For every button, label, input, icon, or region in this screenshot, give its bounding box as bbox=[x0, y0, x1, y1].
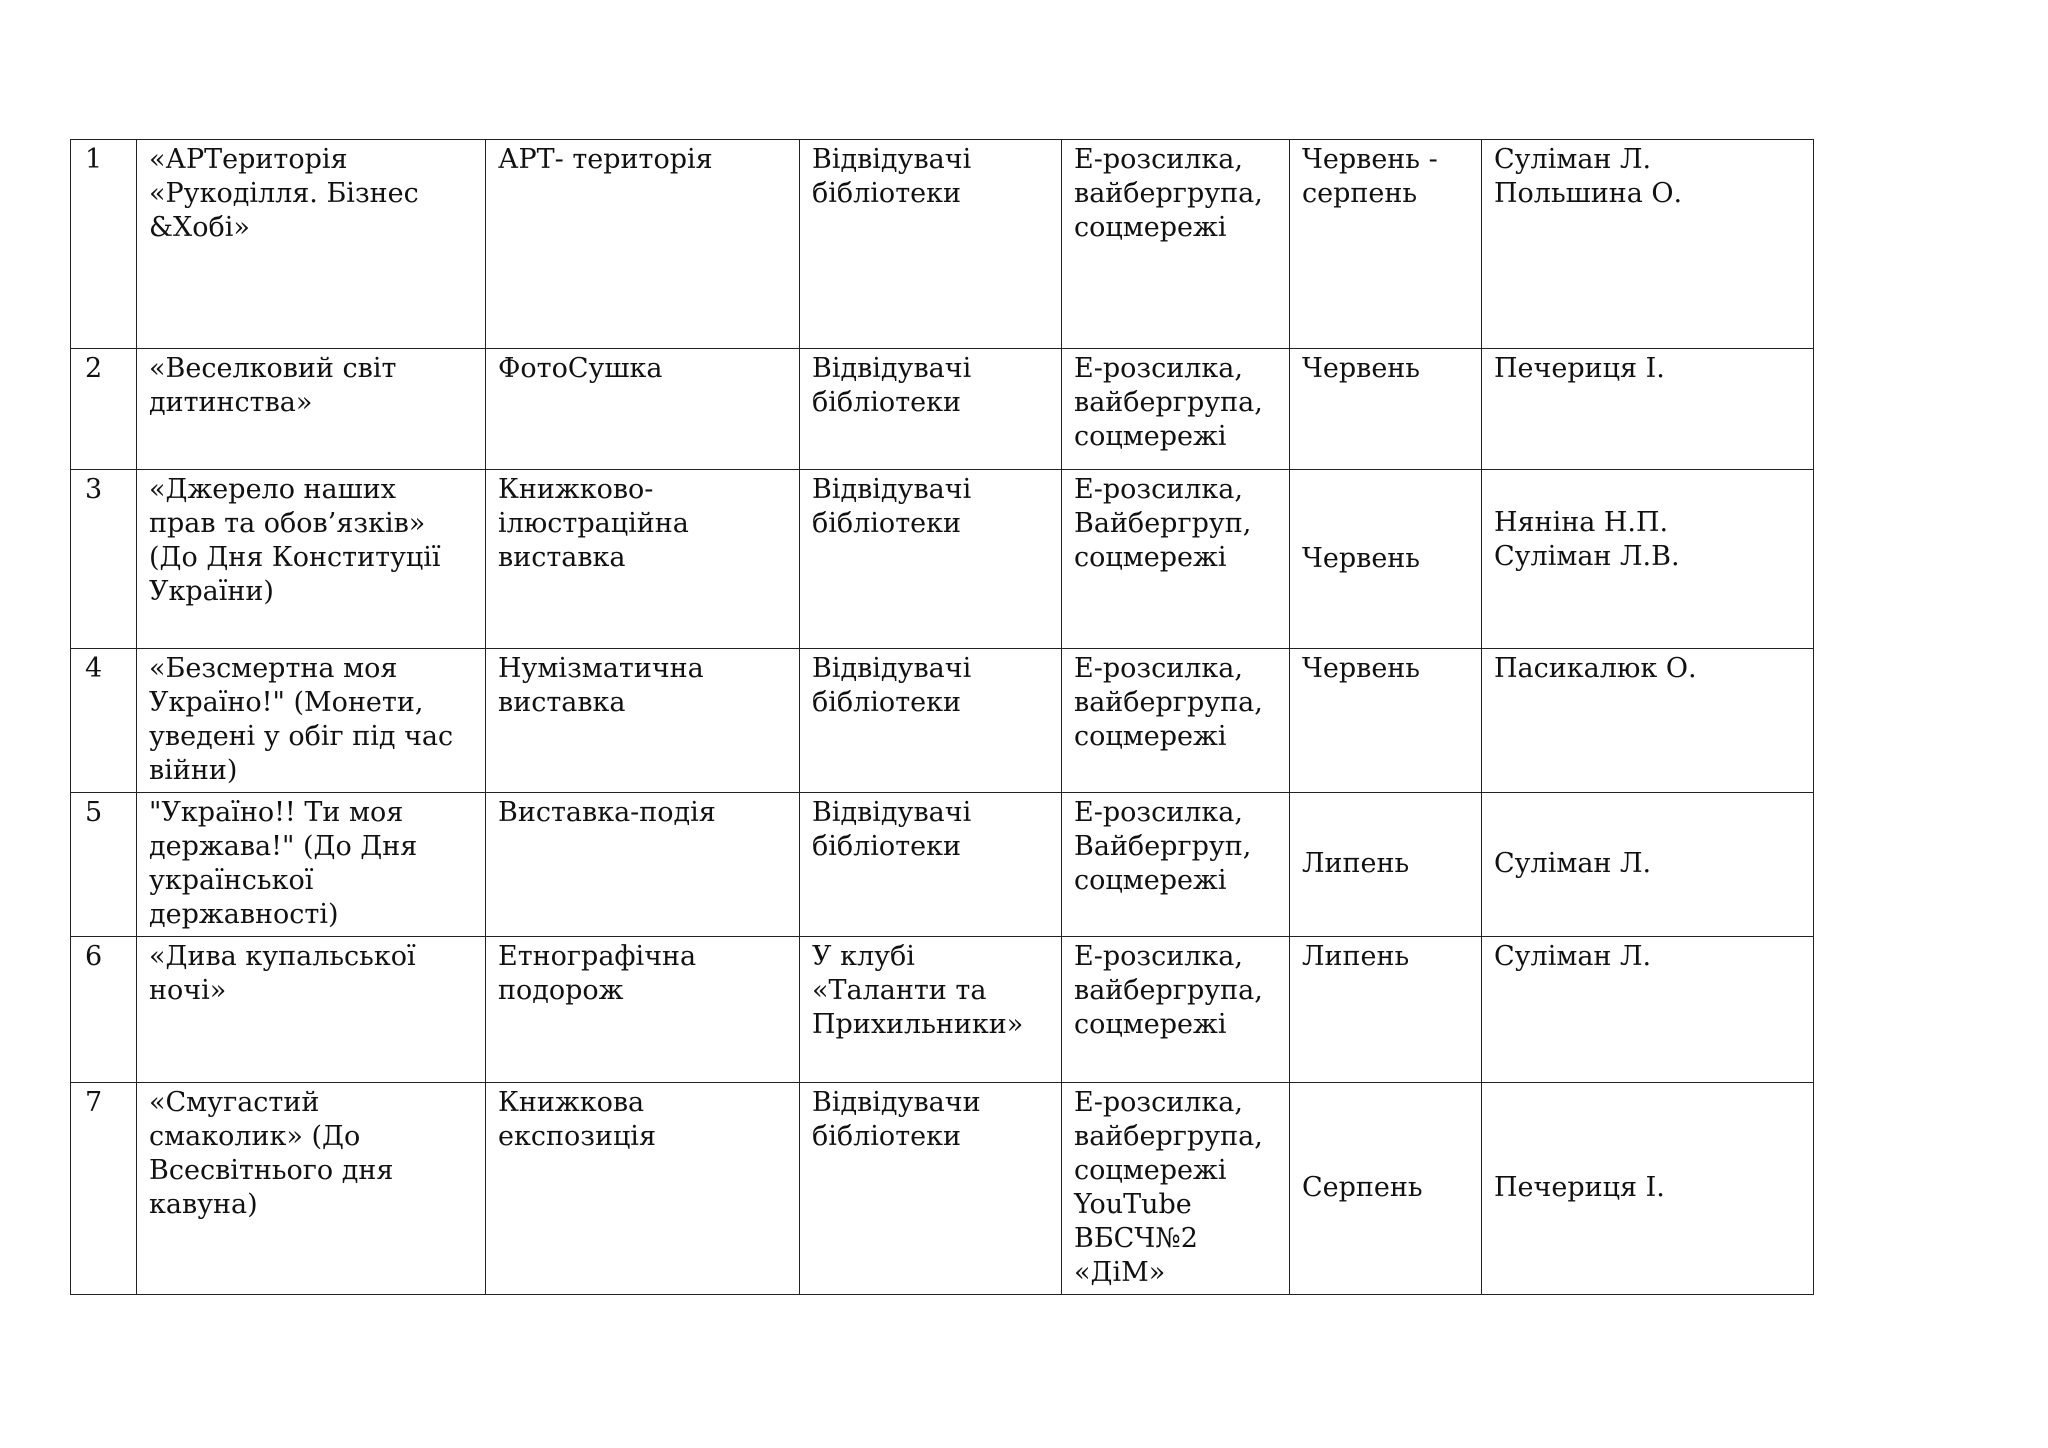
row-number: 5 bbox=[71, 793, 137, 937]
event-responsible: Суліман Л. bbox=[1482, 937, 1814, 1083]
event-audience: Відвідувачі бібліотеки bbox=[800, 349, 1062, 470]
event-responsible: Няніна Н.П. Суліман Л.В. bbox=[1482, 470, 1814, 649]
row-number: 1 bbox=[71, 140, 137, 349]
row-number: 7 bbox=[71, 1083, 137, 1295]
event-audience: Відвідувачі бібліотеки bbox=[800, 793, 1062, 937]
event-period: Липень bbox=[1290, 793, 1482, 937]
event-channel: Е-розсилка, вайбергрупа, соцмережі YouTube ВБСЧ№2 «ДіМ» bbox=[1062, 1083, 1290, 1295]
event-form: Виставка-подія bbox=[486, 793, 800, 937]
event-channel: Е-розсилка, вайбергрупа, соцмережі bbox=[1062, 649, 1290, 793]
event-form: ФотоСушка bbox=[486, 349, 800, 470]
table-row bbox=[71, 1083, 1814, 1295]
event-title: «АРТериторія «Рукоділля. Бізнес &Хобі» bbox=[137, 140, 486, 349]
event-title: «Джерело наших прав та обов’язків» (До Дня Конституції України) bbox=[137, 470, 486, 649]
event-title: «Веселковий світ дитинства» bbox=[137, 349, 486, 470]
row-number: 3 bbox=[71, 470, 137, 649]
table-row bbox=[71, 649, 1814, 793]
table-row bbox=[71, 793, 1814, 937]
event-responsible: Пасикалюк О. bbox=[1482, 649, 1814, 793]
event-channel: Е-розсилка, Вайбергруп, соцмережі bbox=[1062, 793, 1290, 937]
event-audience: Відвідувачі бібліотеки bbox=[800, 140, 1062, 349]
event-period: Липень bbox=[1290, 937, 1482, 1083]
row-number: 4 bbox=[71, 649, 137, 793]
event-form: АРТ- територія bbox=[486, 140, 800, 349]
event-period: Червень bbox=[1290, 470, 1482, 649]
event-title: «Дива купальської ночі» bbox=[137, 937, 486, 1083]
event-audience: Відвідувачі бібліотеки bbox=[800, 649, 1062, 793]
event-period: Червень bbox=[1290, 649, 1482, 793]
event-channel: Е-розсилка, вайбергрупа, соцмережі bbox=[1062, 140, 1290, 349]
event-period: Червень - серпень bbox=[1290, 140, 1482, 349]
table-row bbox=[71, 140, 1814, 349]
event-channel: Е-розсилка, Вайбергруп, соцмережі bbox=[1062, 470, 1290, 649]
event-form: Нумізматична виставка bbox=[486, 649, 800, 793]
event-period: Серпень bbox=[1290, 1083, 1482, 1295]
event-responsible: Суліман Л. bbox=[1482, 793, 1814, 937]
event-audience: У клубі «Таланти та Прихильники» bbox=[800, 937, 1062, 1083]
event-responsible: Суліман Л. Польшина О. bbox=[1482, 140, 1814, 349]
event-title: "Україно!! Ти моя держава!" (До Дня української державності) bbox=[137, 793, 486, 937]
event-form: Книжково- ілюстраційна виставка bbox=[486, 470, 800, 649]
event-audience: Відвідувачи бібліотеки bbox=[800, 1083, 1062, 1295]
row-number: 6 bbox=[71, 937, 137, 1083]
event-period: Червень bbox=[1290, 349, 1482, 470]
event-title: «Безсмертна моя Україно!" (Монети, уведені у обіг під час війни) bbox=[137, 649, 486, 793]
event-title: «Смугастий смаколик» (До Всесвітнього дня кавуна) bbox=[137, 1083, 486, 1295]
event-responsible: Печериця І. bbox=[1482, 1083, 1814, 1295]
table-row bbox=[71, 470, 1814, 649]
events-plan-table bbox=[70, 139, 1814, 1295]
event-audience: Відвідувачі бібліотеки bbox=[800, 470, 1062, 649]
event-form: Етнографічна подорож bbox=[486, 937, 800, 1083]
event-form: Книжкова експозиція bbox=[486, 1083, 800, 1295]
table-row bbox=[71, 349, 1814, 470]
event-responsible: Печериця І. bbox=[1482, 349, 1814, 470]
event-channel: Е-розсилка, вайбергрупа, соцмережі bbox=[1062, 937, 1290, 1083]
event-channel: Е-розсилка, вайбергрупа, соцмережі bbox=[1062, 349, 1290, 470]
table-row bbox=[71, 937, 1814, 1083]
row-number: 2 bbox=[71, 349, 137, 470]
